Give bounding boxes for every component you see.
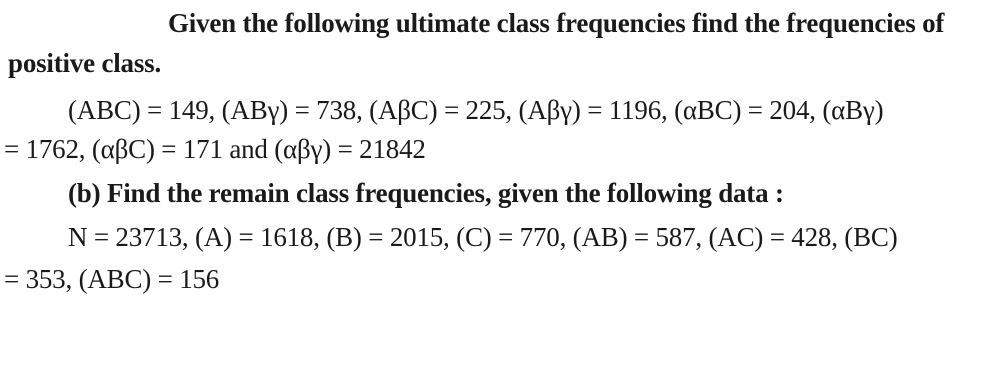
part-b-heading: (b) Find the remain class frequencies, given the following data : [68,178,784,208]
part-b-data-line-1: N = 23713, (A) = 1618, (B) = 2015, (C) = 770, (AB) = 587, (AC) = 428, (BC) [68,222,898,252]
ultimate-frequencies-line-2: = 1762, (αβC) = 171 and (αβγ) = 21842 [4,134,426,164]
question-heading-line-1: Given the following ultimate class frequencies find the frequencies of [168,8,945,38]
question-heading-line-2: positive class. [8,48,162,78]
part-b-data-line-2: = 353, (ABC) = 156 [4,264,220,294]
ultimate-frequencies-line-1: (ABC) = 149, (ABγ) = 738, (AβC) = 225, (Aβγ) = 1196, (αBC) = 204, (αBγ) [68,95,884,125]
